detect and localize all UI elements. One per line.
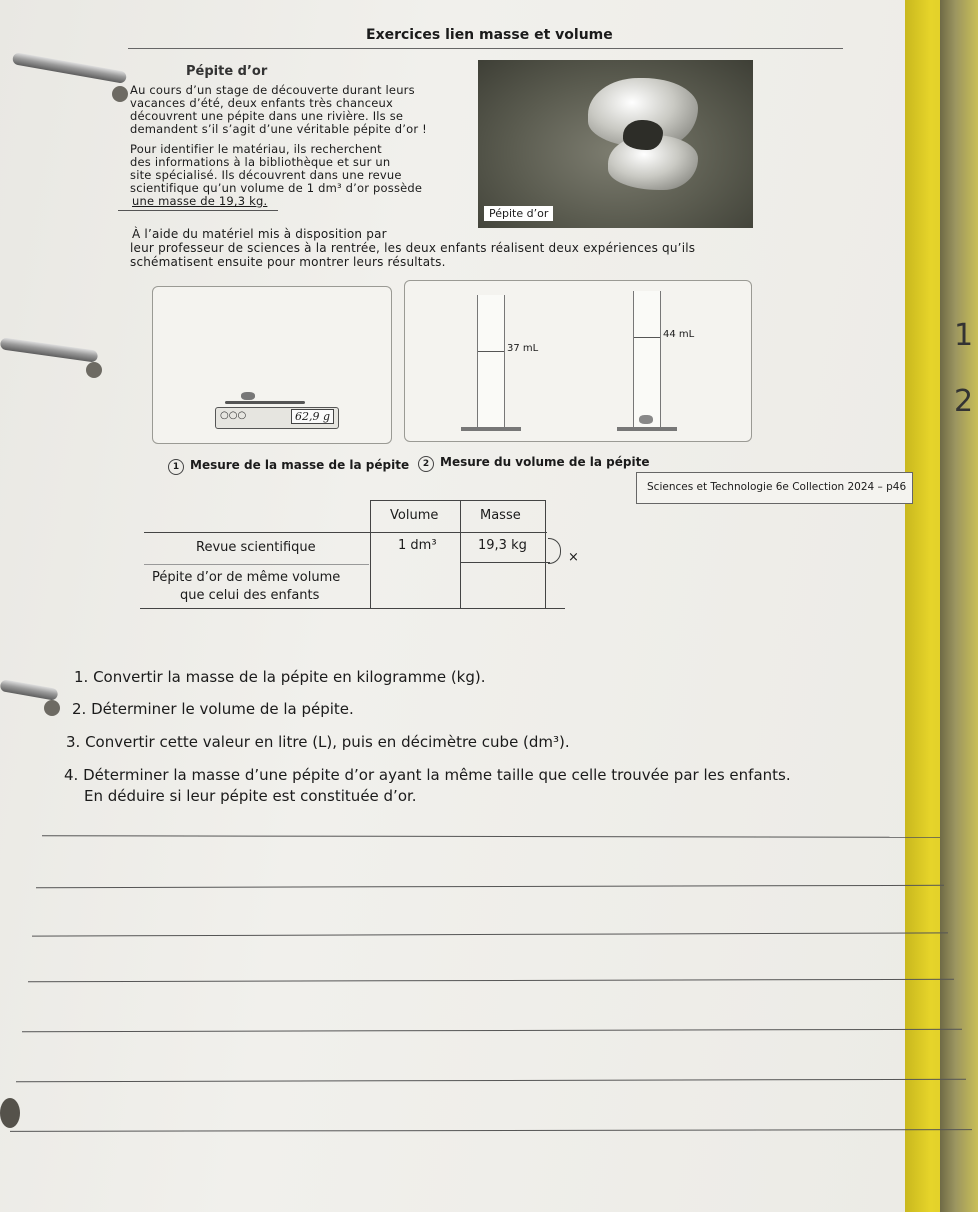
question-3: 3. Convertir cette valeur en litre (L), puis en décimètre cube (dm³). (66, 733, 570, 751)
table-row-1-masse: 19,3 kg (478, 538, 527, 553)
photo-caption: Pépite d’or (484, 206, 553, 221)
table-row-1-label: Revue scientifique (196, 540, 316, 555)
figure-1-caption (168, 458, 409, 475)
margin-mark-2: 2 (954, 384, 974, 419)
cylinder-after (633, 291, 661, 428)
cylinder-after-label: 44 mL (663, 329, 695, 340)
intro-line-4: demandent s’il s’agit d’une véritable pépite d’or ! (130, 122, 427, 136)
intro-line-2: vacances d’été, deux enfants très chanceux (130, 96, 394, 110)
info-line-1: Pour identifier le matériau, ils recherchent (130, 142, 382, 156)
section-title: Pépite d’or (186, 64, 268, 79)
page-title: Exercices lien masse et volume (366, 27, 613, 43)
info-line-4: scientifique qu’un volume de 1 dm³ d’or possède (130, 181, 423, 195)
multiply-sign: × (568, 550, 579, 565)
cylinder-after-nugget (639, 415, 653, 424)
nugget-photo (478, 60, 753, 228)
experiment-line-1: À l’aide du matériel mis à disposition par (132, 227, 387, 241)
margin-mark-1: 1 (954, 318, 974, 353)
binder-hole-top (112, 86, 128, 102)
figure-1-number: 1 (168, 459, 184, 475)
figure-1-caption-text: Mesure de la masse de la pépite (190, 458, 410, 472)
intro-line-3: découvrent une pépite dans une rivière. Ils se (130, 109, 404, 123)
scale-buttons: ○○○ (220, 410, 247, 421)
title-underline (128, 48, 843, 49)
scale-display: 62,9 g (291, 409, 334, 424)
scale-nugget (241, 392, 255, 400)
source-text: Sciences et Technologie 6e Collection 2024 – p46 (647, 481, 907, 493)
scale-body (215, 407, 339, 429)
cylinder-before-level (478, 351, 504, 352)
table-row-2-label-line-1: Pépite d’or de même volume (152, 570, 341, 585)
info-line-5: une masse de 19,3 kg. (132, 194, 268, 208)
question-2: 2. Déterminer le volume de la pépite. (72, 700, 354, 718)
scale-tray (225, 401, 305, 404)
cylinder-after-level (634, 337, 660, 338)
info-line-2: des informations à la bibliothèque et sur un (130, 155, 391, 169)
binder-hole-middle (86, 362, 102, 378)
table-row-2-label-line-2: que celui des enfants (180, 588, 320, 603)
question-4-followup: En déduire si leur pépite est constituée d’or. (84, 787, 417, 805)
table-row-1-volume: 1 dm³ (398, 538, 437, 553)
info-line-3: site spécialisé. Ils découvrent dans une revue (130, 168, 402, 182)
intro-line-1: Au cours d’un stage de découverte durant leurs (130, 83, 415, 97)
figure-2-number: 2 (418, 456, 434, 472)
binder-edge (905, 0, 978, 1212)
figure-2-caption (418, 455, 649, 472)
bottom-shadow (0, 1098, 20, 1128)
cylinder-before-label: 37 mL (507, 343, 539, 354)
binder-hole-bottom (44, 700, 60, 716)
question-4: 4. Déterminer la masse d’une pépite d’or ayant la même taille que celle trouvée par les enfants. (64, 766, 791, 784)
figure-2-caption-text: Mesure du volume de la pépite (440, 455, 650, 469)
source-box (636, 472, 913, 504)
info-underline (118, 210, 278, 211)
question-1: 1. Convertir la masse de la pépite en kilogramme (kg). (74, 668, 486, 686)
experiment-line-3: schématisent ensuite pour montrer leurs résultats. (130, 255, 446, 269)
experiment-line-2: leur professeur de sciences à la rentrée, les deux enfants réalisent deux expériences qu’ils (130, 241, 696, 255)
cylinder-before-base (461, 427, 521, 431)
figure-cylinders-box (404, 280, 752, 442)
figure-scale-box (152, 286, 392, 444)
table-header-volume: Volume (390, 508, 439, 523)
cylinder-before (477, 295, 505, 428)
cylinder-after-base (617, 427, 677, 431)
table-header-masse: Masse (480, 508, 521, 523)
